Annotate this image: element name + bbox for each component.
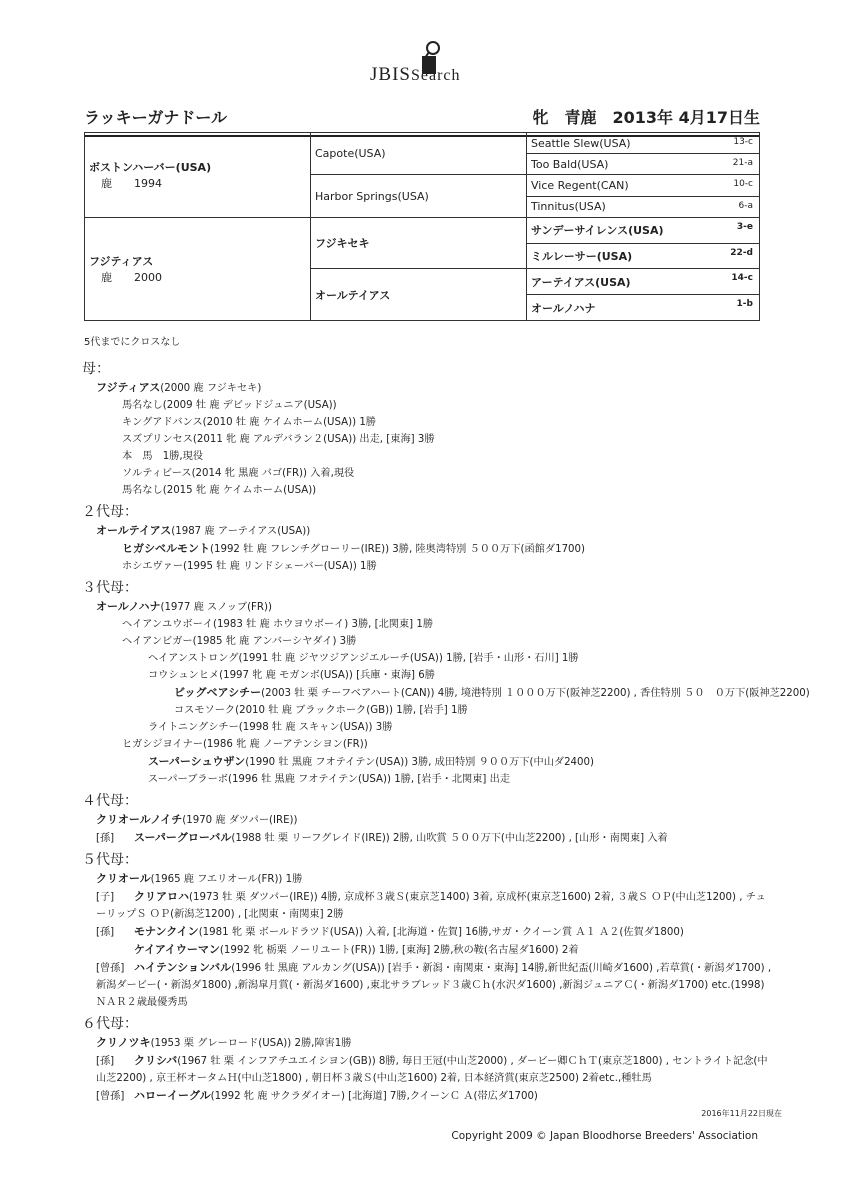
entry-text: (1988 牡 栗 リーフグレイド(IRE)) 2勝, 山吹賞 ５００万下(中山芝2200) , [山形・南関東] 入着 [231, 833, 668, 844]
entry-text: (1970 鹿 ダツパー(IRE)) [182, 815, 298, 826]
entry-text: (1987 鹿 アーテイアス(USA)) [171, 526, 311, 537]
cross-note: 5代までにクロスなし [84, 337, 181, 348]
section-heading: ６代母： [82, 1016, 138, 1032]
logo-search: Search [410, 67, 461, 84]
horse-name-bold: オールノハナ [96, 600, 161, 613]
entry-text: 本 馬 1勝,現役 [122, 451, 204, 462]
family-code: 21-a [732, 158, 753, 169]
relation-tag: [曾孫] [96, 1091, 125, 1102]
entry-text: (1992 牝 鹿 サクラダイオー) [北海道] 7勝,クイーンＣ Ａ(帯広ダ1700) [210, 1091, 538, 1102]
ped-g3-cell [527, 154, 760, 175]
horse-name-bold: クリアロハ [134, 890, 189, 903]
entry-text: スズプリンセス(2011 牝 鹿 アルデバラン２(USA)) 出走, [東海] 3勝 [122, 434, 435, 445]
entry-text: 馬名なし(2015 牝 鹿 ケイムホーム(USA)) [122, 485, 317, 496]
family-sections [82, 356, 810, 1105]
horse-name-bold: モナンクイン [134, 925, 199, 938]
copyright: Copyright 2009 © Japan Bloodhorse Breeders' Association [451, 1130, 758, 1142]
family-entry [82, 540, 772, 558]
logo-jbis: JBIS [370, 64, 411, 85]
family-entry [82, 923, 772, 941]
dam-detail: 鹿 2000 [101, 270, 162, 284]
family-entry [82, 482, 772, 499]
ped-g3-name: ミルレーサー(USA) [531, 250, 633, 264]
ped-g2-cell: オールテイアス [311, 269, 527, 321]
entry-text: (1981 牝 栗 ボールドラツド(USA)) 入着, [北海道・佐賀] 16勝,サガ・クイーン賞 Ａ１ Ａ２(佐賀ダ1800) [198, 927, 684, 938]
entry-text: (1953 栗 グレーロード(USA)) 2勝,障害1勝 [150, 1038, 352, 1049]
family-entry [82, 397, 772, 414]
entry-text: (1992 牝 栃栗 ノーリユート(FR)) 1勝, [東海] 2勝,秋の鞍(名古屋ダ1600) 2着 [219, 945, 579, 956]
family-entry [82, 736, 772, 753]
family-entry [82, 633, 772, 650]
ped-g3-cell [527, 217, 760, 243]
family-entry [82, 448, 772, 465]
entry-text: ヒガシジヨイナー(1986 牝 鹿 ノーアテンシヨン(FR)) [122, 739, 368, 750]
entry-text: (1990 牡 黒鹿 フオテイテン(USA)) 3勝, 成田特別 ９００万下(中山ダ2400) [245, 757, 594, 768]
family-code: 22-d [730, 247, 753, 258]
family-entry [82, 650, 772, 667]
family-entry [82, 811, 772, 829]
entry-text: ヘイアンユウボーイ(1983 牡 鹿 ホウヨウボーイ) 3勝, [北関東] 1勝 [122, 619, 434, 630]
ped-g3-name: サンデーサイレンス(USA) [531, 224, 664, 238]
ped-g2-cell: Harbor Springs(USA) [311, 175, 527, 217]
ped-g3-cell [527, 295, 760, 321]
family-entry [82, 522, 772, 540]
sire-cell [85, 133, 311, 218]
logo-text [370, 64, 461, 86]
family-entry [82, 558, 772, 575]
ped-g3-name: アーテイアス(USA) [531, 275, 631, 289]
entry-text: キングアドバンス(2010 牡 鹿 ケイムホーム(USA)) 1勝 [122, 417, 376, 428]
section-heading: 母： [82, 361, 110, 377]
horse-name-bold: ビッグベアシチー [174, 686, 262, 699]
entry-text: ホシエヴァー(1995 牡 鹿 リンドシェーバー(USA)) 1勝 [122, 561, 377, 572]
section-heading: ３代母： [82, 580, 138, 596]
family-entry [82, 941, 772, 959]
dam-cell [85, 217, 311, 320]
family-code: 13-c [733, 137, 753, 147]
family-entry [82, 1034, 772, 1052]
horse-info: 牝 青鹿 2013年 4月17日生 [532, 108, 760, 127]
section-heading: ５代母： [82, 852, 138, 868]
entry-text: コスモソーク(2010 牡 鹿 ブラックホーク(GB)) 1勝, [岩手] 1勝 [174, 705, 468, 716]
horse-name-bold: クリシバ [134, 1054, 178, 1067]
family-entry [82, 719, 772, 736]
entry-text: (2000 鹿 フジキセキ) [160, 383, 262, 394]
family-entry [82, 616, 772, 633]
section-heading: ２代母： [82, 504, 138, 520]
horse-name-bold: クリオール [96, 872, 151, 885]
ped-g3-name: Too Bald(USA) [531, 157, 609, 171]
family-code: 14-c [731, 273, 753, 284]
relation-tag: [孫] [96, 833, 115, 844]
entry-text: (1965 鹿 フエリオール(FR)) 1勝 [150, 874, 303, 885]
family-entry [82, 959, 772, 1011]
horse-name: ラッキーガナドール [84, 108, 228, 127]
horse-name-bold: ケイアイウーマン [134, 943, 220, 956]
as-of-date: 2016年11月22日現在 [701, 1109, 782, 1118]
ped-g2-cell: Capote(USA) [311, 133, 527, 175]
entry-text: (1977 鹿 スノッブ(FR)) [160, 602, 272, 613]
family-code: 10-c [733, 179, 753, 190]
family-entry [82, 1087, 772, 1105]
relation-tag: [子] [96, 892, 115, 903]
family-code: 1-b [736, 299, 753, 310]
family-entry [82, 1052, 772, 1087]
entry-text: ライトニングシチー(1998 牡 鹿 スキャン(USA)) 3勝 [148, 722, 393, 733]
horse-name-bold: フジティアス [96, 381, 161, 394]
family-entry [82, 379, 772, 397]
ped-g3-cell [527, 175, 760, 196]
horse-name-bold: スーパーグローバル [134, 831, 232, 844]
entry-text: (1973 牡 栗 ダツパー(IRE)) 4勝, 京成杯３歳Ｓ(東京芝1400) 3着, 京成杯(東京芝1600) 2着, ３歳Ｓ ＯＰ(中山芝1200) , チューリップＳ ＯＰ(新潟芝1200) , [北関東・南関東] 2勝 [96, 892, 766, 920]
horse-name-bold: クリノツキ [96, 1036, 151, 1049]
horse-name-bold: ハイテンションバル [134, 961, 232, 974]
horse-name-bold: スーパーシュウザン [148, 755, 246, 768]
entry-text: ソルティビース(2014 牝 黒鹿 バゴ(FR)) 入着,現役 [122, 468, 355, 479]
entry-text: (1996 牡 黒鹿 アルカング(USA)) [岩手・新潟・南関東・東海] 14勝,新世紀盃(川崎ダ1600) ,若草賞(・新潟ダ1700) ,新潟ダービー(・新潟ダ1800) ,新潟皐月賞(・新潟ダ1600) ,東北サラブレッド３歳Ｃｈ(水沢ダ1600) ,新潟ジュニアＣ(・新潟ダ1700) etc.(1998) ＮＡＲ２歳最優秀馬 [96, 963, 772, 1008]
ped-g2-cell: フジキセキ [311, 217, 527, 269]
family-entry [82, 870, 772, 888]
family-entry [82, 702, 772, 719]
family-entry [82, 431, 772, 448]
family-code: 3-e [736, 221, 753, 232]
entry-text: スーパーブラーボ(1996 牡 黒鹿 フオテイテン(USA)) 1勝, [岩手・北関東] 出走 [148, 774, 511, 785]
ped-g3-name: Vice Regent(CAN) [531, 179, 629, 193]
entry-text: (2003 牡 栗 チーフベアハート(CAN)) 4勝, 境港特別 １０００万下(阪神芝2200) , 香住特別 ５０ ０万下(阪神芝2200) [261, 688, 810, 699]
entry-text: コウシュンヒメ(1997 牝 鹿 モガンボ(USA)) [兵庫・東海] 6勝 [148, 670, 435, 681]
sire-name: ボストンハーバー(USA) [89, 160, 212, 174]
horse-name-bold: ハローイーグル [134, 1089, 211, 1102]
pedigree-table [84, 132, 760, 321]
relation-tag: [孫] [96, 927, 115, 938]
family-entry [82, 829, 772, 847]
ped-g3-cell [527, 133, 760, 154]
ped-g3-name: Tinnitus(USA) [531, 200, 606, 214]
horse-name-bold: オールテイアス [96, 524, 172, 537]
entry-text: (1992 牡 鹿 フレンチグローリー(IRE)) 3勝, 陸奥湾特別 ５００万下(函館ダ1700) [210, 544, 585, 555]
family-code: 6-a [738, 200, 753, 211]
entry-text: 馬名なし(2009 牡 鹿 デビッドジュニア(USA)) [122, 400, 337, 411]
relation-tag: [曾孫] [96, 963, 125, 974]
family-entry [82, 753, 772, 771]
horse-name-bold: ヒガシベルモント [122, 542, 210, 555]
family-entry [82, 465, 772, 482]
family-entry [82, 888, 772, 923]
family-entry [82, 684, 810, 702]
sire-detail: 鹿 1994 [101, 176, 162, 190]
relation-tag: [孫] [96, 1056, 115, 1067]
ped-g3-cell [527, 269, 760, 295]
entry-text: ヘイアンビガー(1985 牝 鹿 アンバーシヤダイ) 3勝 [122, 636, 357, 647]
entry-text: ヘイアンストロング(1991 牡 鹿 ジヤツジアンジエルーチ(USA)) 1勝, [岩手・山形・石川] 1勝 [148, 653, 579, 664]
jbis-search-logo [370, 40, 490, 86]
family-entry [82, 771, 772, 788]
ped-g3-name: オールノハナ [531, 301, 596, 315]
family-entry [82, 667, 772, 684]
ped-g3-cell [527, 243, 760, 269]
family-entry [82, 414, 772, 431]
ped-g3-cell [527, 196, 760, 217]
entry-text: (1967 牡 栗 インフアチユエイシヨン(GB)) 8勝, 毎日王冠(中山芝2000) , ダービー卿ＣｈＴ(東京芝1800) , セントライト記念(中山芝2200) , 京王杯オータムＨ(中山芝1800) , 朝日杯３歳Ｓ(中山芝1600) 2着, 日本経済賞(東京芝2500) 2着etc.,種牡馬 [96, 1056, 768, 1084]
family-entry [82, 598, 772, 616]
ped-g3-name: Seattle Slew(USA) [531, 136, 631, 150]
dam-name: フジティアス [89, 254, 154, 268]
section-heading: ４代母： [82, 793, 138, 809]
horse-name-bold: クリオールノイチ [96, 813, 183, 826]
